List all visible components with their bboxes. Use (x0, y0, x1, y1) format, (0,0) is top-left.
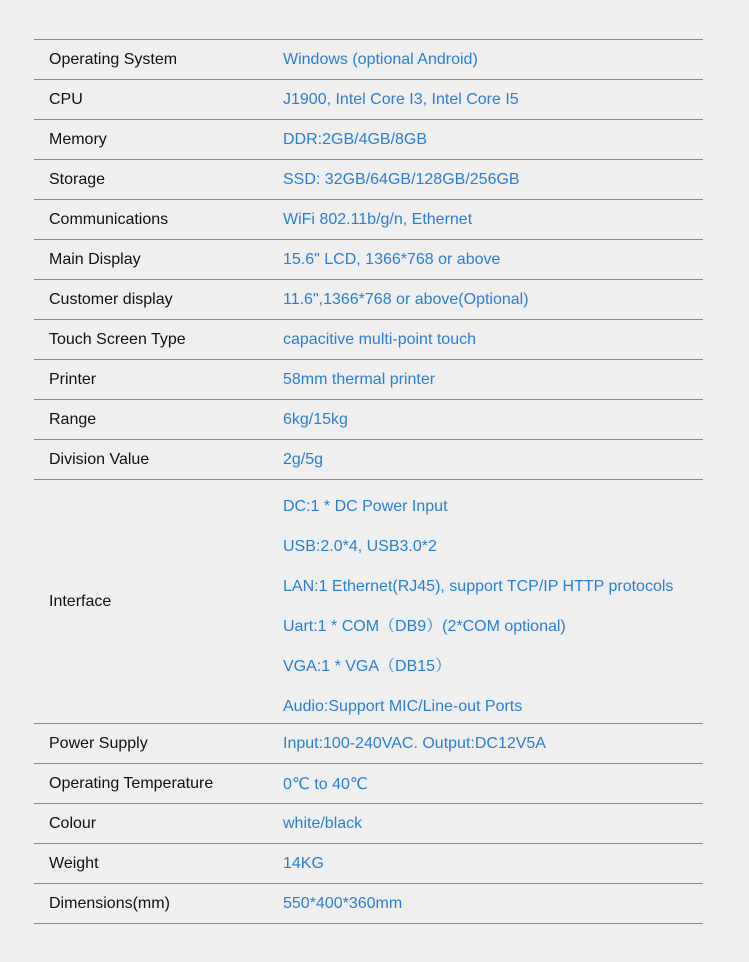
spec-label: CPU (49, 90, 83, 108)
spec-label: Colour (49, 814, 97, 832)
spec-row-touch-screen-type (34, 320, 703, 360)
spec-value: 11.6",1366*768 or above(Optional) (283, 290, 529, 308)
spec-label: Memory (49, 130, 107, 148)
spec-value: SSD: 32GB/64GB/128GB/256GB (283, 170, 520, 188)
spec-label: Touch Screen Type (49, 330, 186, 348)
spec-row-printer (34, 360, 703, 400)
interface-item: Uart:1 * COM（DB9）(2*COM optional) (283, 618, 566, 635)
spec-row-operating-system (34, 40, 703, 80)
spec-row-weight (34, 844, 703, 884)
spec-label: Power Supply (49, 734, 148, 752)
spec-label: Division Value (49, 450, 150, 468)
spec-row-memory (34, 120, 703, 160)
spec-row-dimensions (34, 884, 703, 924)
spec-row-colour (34, 804, 703, 844)
spec-value: J1900, Intel Core I3, Intel Core I5 (283, 90, 519, 108)
interface-item: DC:1 * DC Power Input (283, 498, 448, 515)
interface-item: VGA:1 * VGA（DB15） (283, 658, 452, 675)
spec-label: Main Display (49, 250, 141, 268)
spec-value: Input:100-240VAC. Output:DC12V5A (283, 734, 546, 752)
spec-label: Printer (49, 370, 97, 388)
spec-row-main-display (34, 240, 703, 280)
interface-item: Audio:Support MIC/Line-out Ports (283, 698, 523, 715)
spec-value: 58mm thermal printer (283, 370, 436, 388)
spec-value: white/black (283, 814, 363, 832)
spec-label: Storage (49, 170, 106, 188)
spec-value: Windows (optional Android) (283, 50, 478, 68)
spec-label: Range (49, 410, 97, 428)
spec-row-customer-display (34, 280, 703, 320)
spec-label: Customer display (49, 290, 173, 308)
spec-value: 14KG (283, 854, 324, 872)
spec-label: Interface (49, 592, 112, 610)
spec-value: capacitive multi-point touch (283, 330, 476, 348)
spec-row-storage (34, 160, 703, 200)
spec-label: Operating System (49, 50, 178, 68)
spec-value: 2g/5g (283, 450, 324, 468)
spec-value-list (283, 480, 703, 723)
spec-row-communications (34, 200, 703, 240)
interface-item: USB:2.0*4, USB3.0*2 (283, 538, 437, 555)
spec-value: WiFi 802.11b/g/n, Ethernet (283, 210, 473, 228)
spec-value: 0℃ to 40℃ (283, 775, 368, 793)
spec-row-division-value (34, 440, 703, 480)
spec-label: Dimensions(mm) (49, 894, 170, 912)
spec-row-range (34, 400, 703, 440)
spec-label: Weight (49, 854, 99, 872)
spec-row-operating-temperature (34, 764, 703, 804)
spec-row-cpu (34, 80, 703, 120)
spec-value: 550*400*360mm (283, 894, 403, 912)
spec-label: Communications (49, 210, 169, 228)
spec-value: DDR:2GB/4GB/8GB (283, 130, 428, 148)
spec-label: Operating Temperature (49, 774, 214, 792)
spec-row-power-supply (34, 724, 703, 764)
interface-item: LAN:1 Ethernet(RJ45), support TCP/IP HTTP protocols (283, 578, 674, 595)
spec-value: 15.6" LCD, 1366*768 or above (283, 250, 501, 268)
spec-row-interface (34, 480, 703, 724)
spec-value: 6kg/15kg (283, 410, 348, 428)
spec-table (34, 39, 703, 924)
